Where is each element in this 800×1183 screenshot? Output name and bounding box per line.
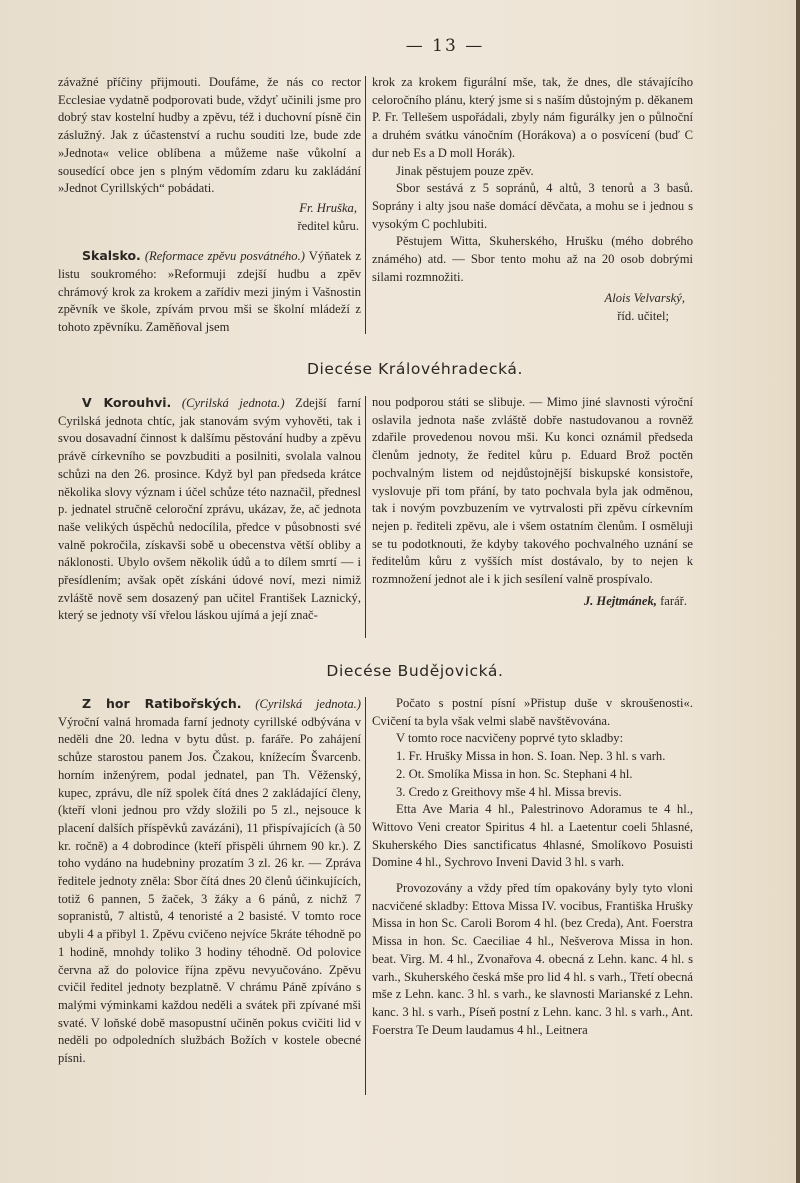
ratiborske-para1: Počato s postní písní »Přistup duše v skroušenosti«. Cvičení ta byla však velmi slabě navštěvována. bbox=[372, 696, 693, 728]
page-edge bbox=[796, 0, 800, 1183]
section-heading: Diecése Budějovická. bbox=[326, 662, 504, 680]
signature-name: J. Hejtmánek, bbox=[583, 593, 657, 608]
korouhvi-continued: nou podporou státi se slibuje. — Mimo jiné slavnosti výroční oslavila jednota naše zvláště dobře nastudovanou a rovněž zdařile provedenou novou mši. Ku konci oznámil předseda členům jednoty, že ředitel kůru p. Eduard Brož poctěn pochvalným listem od nejdůstojnější biskupské konsistoře, vyslovuje při tom přání, by tato pochvala byla jak odměnou, tak i novým povzbuzením ve vytrvalosti při zpěvu církevním nejen p. řediteli zpěvu, ale i všem ostatním členům. I osměluji se tu podotknouti, že kdyby takového pochvalného uznání se ředitelům kůru z vyšších míst dostávalo, by to nejen k rozmnožení jednot ale i k jich sesílení valně prospívalo. bbox=[372, 395, 693, 587]
skalsko-para2: Jinak pěstujem pouze zpěv. bbox=[396, 163, 534, 178]
korouhvi-lead: V Korouhvi. bbox=[82, 395, 172, 410]
skalsko-continued: krok za krokem figurální mše, tak, že dnes, dle stávajícího celoročního plánu, který jsme si s naším důstojným p. děkanem P. Fr. Tellešem uspořádali, zbyly nám figurálky jen o půlnoční a druhém svátku vánočním (Horákova) a o posvícení (buď C dur neb Es a D moll Horák). bbox=[372, 75, 693, 160]
ratiborske-report bbox=[58, 695, 361, 1068]
skalsko-lead: Skalsko. bbox=[82, 248, 141, 264]
column-divider bbox=[365, 76, 366, 334]
section1-left-column bbox=[58, 394, 361, 625]
skalsko-text: Výňatek z listu soukromého: »Reformuji zdejší hudbu a zpěv chrámový krok za krokem a zařídiv mezi jiným i Vašnostin zpěvník ve škole, zpívám prvou mši se školní mládeží z tohoto zpěvníku. Zaměňoval jsem bbox=[58, 249, 361, 335]
column-divider bbox=[365, 697, 366, 1095]
korouhvi-text: Zdejší farní Cyrilská jednota chtíc, jak stanovám svým vyhověti, tak i svou dosavadní činnost k dalšímu pěstování hudby a zpěvu právě církevního se povzbuditi a posilniti, svolala valnou schůzi na den 26. prosince. Když byl pan předseda krátce několika slovy význam i účel schůze této naznačil, přednesl p. jednatel stručně celoroční zprávu, ukázav, že, ač jednota naše velikých úspěchů nedocílila, předce v působnosti své valně pokročila, získavši sobě u obecenstva větší obliby a náklonosti. Ubylo ovšem několik údů a to dílem smrtí — i přesídlením; avšak opět získáni údové noví, mezi nimiž zvláště nově sem dosazený pan učitel František Laznický, který se jednoty vší vřelou láskou ujímá a její znač- bbox=[58, 396, 361, 623]
top-right-column bbox=[372, 74, 693, 326]
korouhvi-subtitle: (Cyrilská jednota.) bbox=[181, 396, 285, 410]
skalsko-para3: Sbor sestává z 5 sopránů, 4 altů, 3 tenorů a 3 basů. Soprány i alty jsou naše domácí děvčata, a mohu se i jednou s vysokým C pochlubiti. bbox=[372, 181, 693, 231]
composition-item-1: 1. Fr. Hrušky Missa in hon. S. Ioan. Nep. 3 hl. s varh. bbox=[396, 749, 666, 764]
skalsko-report bbox=[58, 247, 361, 337]
top-left-column bbox=[58, 74, 361, 337]
signature-title: ředitel kůru. bbox=[297, 218, 359, 233]
section2-right-column bbox=[372, 695, 693, 1039]
composition-item-3: 3. Credo z Greithovy mše 4 hl. Missa brevis. bbox=[396, 784, 622, 799]
section1-right-column bbox=[372, 394, 693, 610]
ratiborske-subtitle: (Cyrilská jednota.) bbox=[255, 697, 361, 711]
hruska-report-text: závažné příčiny přijmouti. Doufáme, že nás co rector Ecclesiae vydatně podporovati bude, vždyť učinili jsme pro dobrý stav kostelní hudby a zpěvu, též i duchovní písně čin záslužný. Jak z účastenství a ruchu souditi lze, bude zde »Jednota« velice oblíbena a můžeme naše vůkolní a sousedící obce jen s plným vědomím zdaru ku zakládání »Jednot Cyrillských“ pobádati. bbox=[58, 75, 361, 196]
korouhvi-report bbox=[58, 394, 361, 625]
ratiborske-para3: Etta Ave Maria 4 hl., Palestrinovo Adoramus te 4 hl., Wittovo Veni creator Spiritus 4 hl. a Laetentur coeli 5hlasné, Skuherského Dies sanctificatus 4hlasné, Smolíkovo Posuisti Domine 4 hl., Sychrovo Inveni David 3 hl. s varh. bbox=[372, 802, 693, 870]
skalsko-para4: Pěstujem Witta, Skuherského, Hrušku (mého dobrého známého) atd. — Sbor tento mohu až na 20 osob dobrými silami rozmnožiti. bbox=[372, 234, 693, 284]
ratiborske-text: Výroční valná hromada farní jednoty cyrillské odbývána v neděli dne 20. ledna v bytu důst. p. faráře. Po zahájení schůze starostou panem Jos. Čzakou, knížecím Švarcenb. horním inženýrem, podal jednatel, pan Th. Věženský, kupec, zprávu, dle níž spolek čítá dnes 2 zakládající členy, (kteří vloni jednou pro vždy složili po 5 zl., nejsouce k placení dalších příspěvků zavázáni), 11 přispívajících (à 50 kr. ročně) a 4 dobrodince (kteří přispěli úhrnem 90 kr.). Z toho vydáno na hudebniny prozatím 3 zl. 26 kr. — Zpráva ředitele jednoty zněla: Sbor čítá dnes 20 členů účinkujících, totiž 6 pannen, 5 žaček, 3 žáky a 6 pánů, z nichž 7 sopranistů, 7 altistů, 4 tenoristé a 2 basisté. V tomto roce ubyli 4 a přibyl 1. Zpěvu cvičeno nejvíce 5kráte téhodně po 1 hodině, mnohdy toliko 3 hodiny téhodně. Od polovice června až do polovice října zpěvu nevyučováno. Zpěvu cvičil ředitel jednoty bezplatně. V chrámu Páně zpíváno s malými výminkami každou neděli a svátek při zpívané mši svaté. V loňské době masopustní učiněn pokus cvičiti lid v neděli po odpoledních službách Božích v kostele obecné písni. bbox=[58, 714, 361, 1066]
section-heading: Diecése Královéhradecká. bbox=[306, 360, 524, 378]
signature-title: říd. učitel; bbox=[617, 309, 669, 324]
ratiborske-para2: V tomto roce nacvičeny poprvé tyto skladby: bbox=[396, 731, 624, 746]
ratiborske-lead: Z hor Ratibořských. bbox=[82, 696, 242, 711]
signature-title: farář. bbox=[656, 593, 687, 608]
page-number: — 13 — bbox=[405, 36, 485, 56]
ratiborske-para4: Provozovány a vždy před tím opakovány byly tyto vloni nacvičené skladby: Ettova Missa IV. vocibus, Františka Hrušky Missa in hon Sc. Caroli Borom 4 hl. (bez Creda), Ant. Foerstra Missa in hon. Sc. Caeciliae 4 hl., Nešverova Missa in hon. beat. Virg. M. 4 hl., Zvonařova 4. obecná z Lehn. kanc. 4 hl. s varh., Skuherského česká mše pro lid 4 hl. s varh., Třetí obecná mše z Lehn. kanc. 3 hl. s varh., ke slavnosti Marianské z Lehn. kanc. 3 hl. s varh., Píseň postní z Lehn. kanc. 3 hl. s varh., Ant. Foerstra Te Deum laudamus 4 hl., Leitnera bbox=[372, 881, 693, 1037]
section2-left-column bbox=[58, 695, 361, 1068]
composition-item-2: 2. Ot. Smolíka Missa in hon. Sc. Stephani 4 hl. bbox=[396, 766, 633, 781]
signature-name: Alois Velvarský, bbox=[604, 291, 685, 306]
signature-name: Fr. Hruška, bbox=[299, 200, 357, 215]
signature bbox=[372, 593, 693, 611]
skalsko-subtitle: (Reformace zpěvu posvátného.) bbox=[144, 249, 305, 264]
column-divider bbox=[365, 396, 366, 638]
